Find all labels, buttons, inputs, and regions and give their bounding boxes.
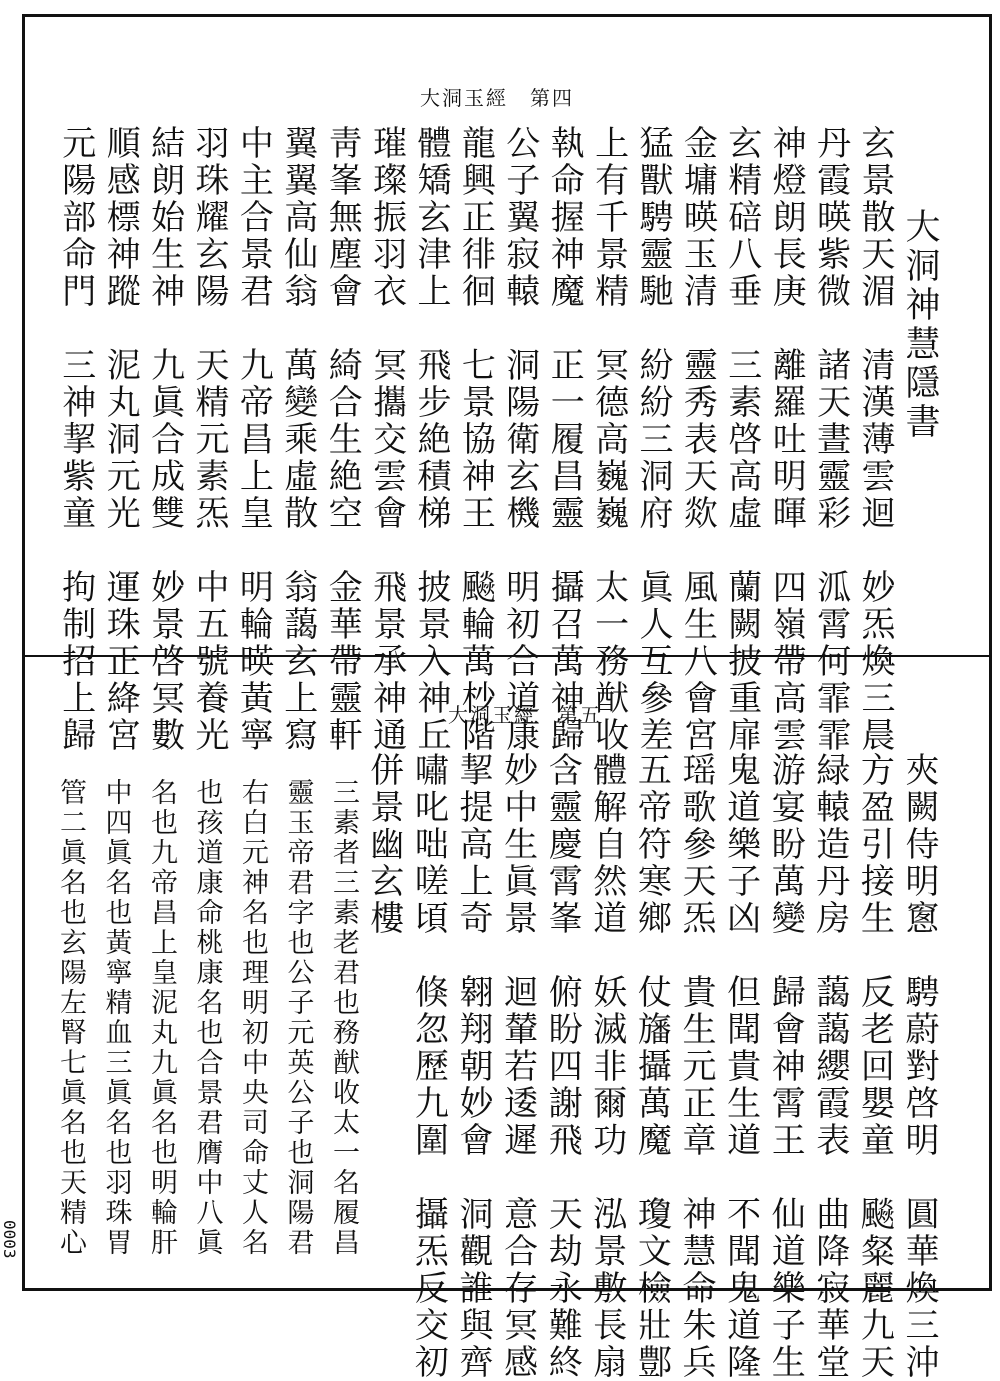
- verse-column: 結朗始生神 九眞合成雙 妙景啓冥數: [144, 125, 185, 754]
- commentary-column: 中四眞名也黃寧精血三眞名也羽珠胃: [100, 778, 132, 1258]
- verse-column: 方盈引接生 反老回嬰童 飈粲麗九天: [854, 752, 895, 1381]
- commentary-column: 名也九帝昌上皇泥丸九眞名也明輪肝: [146, 778, 177, 1258]
- verse-column: 璀璨振羽衣 冥攜交雲會 飛景承神通: [366, 125, 407, 754]
- verse-column: 妙中生眞景 迴輦若逶遲 意合存冥感: [497, 752, 538, 1381]
- verse-column: 神燈朗長庚 離羅吐明暉 四嶺帶高雲: [766, 125, 807, 754]
- verse-column: 元陽部命門 三神挈紫童 拘制招上歸: [55, 125, 96, 754]
- verse-column: 瑶歌參天炁 貴生元正章 神慧命朱兵: [676, 752, 716, 1381]
- verse-column: 公子翼寂轅 洞陽衛玄機 明初合道康: [499, 125, 540, 754]
- verse-column: 鬼道樂子凶 但聞貴生道 不聞鬼道隆: [720, 752, 761, 1381]
- commentary-column: 也孩道康命桃康名也合景君膺中八眞: [191, 778, 223, 1258]
- verse-column: 挈提高上奇 翱翔朝妙會 洞觀誰與齊: [453, 752, 493, 1381]
- verse-column: 夾闕侍明窻 騁蔚對啓明 圓華煥三沖: [899, 752, 939, 1381]
- commentary-column: 三素者三素老君也務猷收太一名履昌: [328, 778, 359, 1258]
- verse-column: 龍興正徘徊 七景協神王 飈輪萬杪階: [455, 125, 496, 754]
- verse-column: 嘯叱咄嗟頃 倏忽歷九圍 攝炁反交初: [408, 752, 449, 1381]
- verse-column: 執命握神魔 正一履昌靈 攝召萬神歸: [544, 125, 585, 754]
- verse-column: 體解自然道 妖滅非爾功 泓景敷長扇: [586, 752, 627, 1381]
- verse-column: 順感標神蹤 泥丸洞元光 運珠正絳宮: [100, 125, 141, 754]
- top-title: 大洞神慧隱書: [900, 208, 940, 442]
- verse-column: 含靈慶霄峯 俯盼四謝飛 天劫永難終: [542, 752, 583, 1381]
- commentary-column: 右白元神名也理明初中央司命丈人名: [237, 778, 268, 1258]
- verse-column: 體矯玄津上 飛步絶積梯 披景入神丘: [411, 125, 451, 754]
- verse-column: 游宴盼萬變 歸會神霄王 仙道樂子生: [765, 752, 806, 1381]
- verse-column: 緑轅造丹房 藹藹纓霞表 曲降寂華堂: [809, 752, 850, 1381]
- verse-column: 上有千景精 冥德高巍巍 太一務猷收: [588, 125, 629, 754]
- verse-column: 併景幽玄樓: [363, 752, 404, 937]
- verse-column: 中主合景君 九帝昌上皇 明輪暎黃寧: [233, 125, 274, 754]
- commentary-column: 靈玉帝君字也公子元英公子也洞陽君: [282, 778, 314, 1258]
- verse-column: 翼翼高仙翁 萬變乘虛散 翁藹玄上寫: [277, 125, 318, 754]
- top-header: 大洞玉經 第四: [420, 86, 574, 110]
- verse-column: 金墉暎玉清 靈秀表天欻 風生八會宮: [677, 125, 718, 754]
- verse-column: 猛獸騁靈馳 紛紛三洞府 眞人互參差: [633, 125, 673, 754]
- verse-column: 丹霞暎紫微 諸天晝靈彩 泒霄何霏霏: [810, 125, 851, 754]
- verse-column: 玄景散天湄 清漢薄雲迴 妙炁煥三晨: [855, 125, 895, 754]
- bottom-header: 大洞玉經 第五: [448, 703, 602, 727]
- verse-column: 五帝符寒鄉 仗旛攝萬魔 瓊文檢壯鄷: [631, 752, 672, 1381]
- page-number: 0003: [0, 1220, 19, 1259]
- verse-column: 玄精碚八垂 三素啓高虛 蘭闕披重扉: [721, 125, 762, 754]
- verse-column: 羽珠耀玄陽 天精元素炁 中五號養光: [189, 125, 229, 754]
- commentary-column: 管二眞名也玄陽左腎七眞名也天精心: [55, 778, 86, 1258]
- verse-column: 靑峯無塵會 綺合生絶空 金華帶靈軒: [322, 125, 363, 754]
